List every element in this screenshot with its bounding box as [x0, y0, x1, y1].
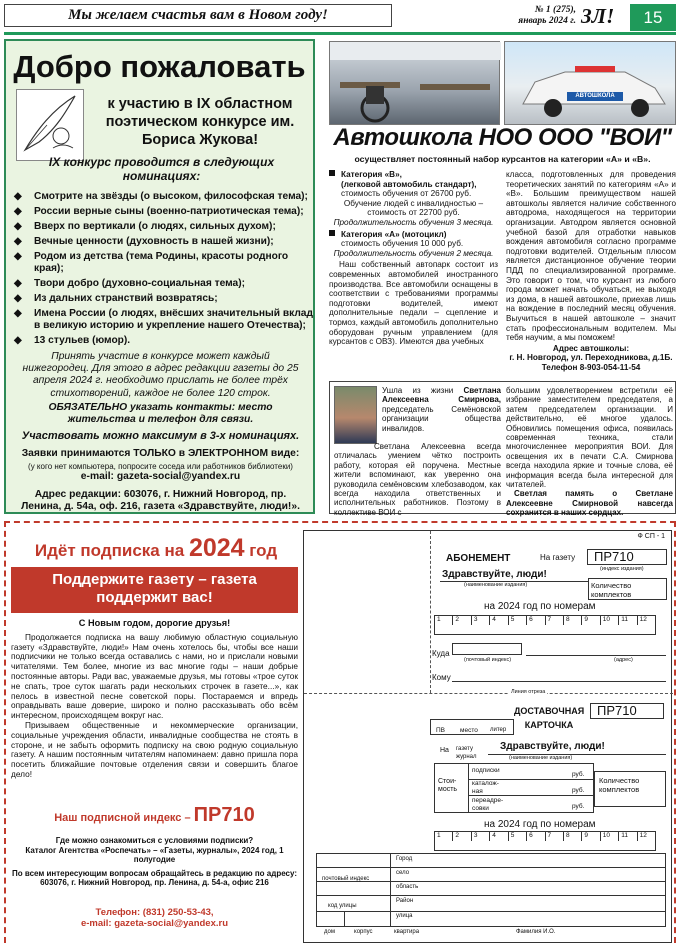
subscription-year: 2024 — [188, 534, 245, 562]
school-column-1 — [329, 170, 498, 347]
info-address: 603076, г. Нижний Новгород, пр. Ленина, д. 54-а, офис 216 — [40, 878, 269, 888]
classroom-photo — [329, 41, 500, 125]
month-cell: 12 — [639, 832, 647, 839]
school-car-photo — [504, 41, 676, 125]
cost-label: Стои- мость — [438, 778, 458, 793]
school-phone: Телефон 8-903-054-11-54 — [541, 362, 641, 372]
obituary-text: Светлана Алексеевна всегда отличалась умением чётко построить работу, которая ей поручена. Местные жители вспоминают, как уверенно она руководила семёновским хлебозаводом, как всегда находила ответственных и исполнительных работников. Поэтому в коллективе ВОИ с — [334, 442, 501, 517]
contest-title: Добро пожаловать — [13, 49, 306, 84]
months-grid-1[interactable] — [434, 615, 656, 635]
bullet-square-icon — [329, 230, 335, 236]
school-column-2 — [506, 170, 676, 372]
month-cell: 4 — [490, 616, 508, 625]
contest-invite: Принять участие в конкурсе может каждый нижегородец. Для этого в адрес редакции газеты до 25 апреля 2024 г. необходимо прислать не более трёх стихотворений, каждое не более 120 строк. — [22, 351, 299, 399]
paper-name: Здравствуйте, люди! — [442, 569, 547, 580]
rub-label: руб. — [572, 771, 585, 778]
month-cell: 3 — [472, 616, 490, 625]
month-cell: 6 — [527, 832, 545, 841]
month-cell: 9 — [582, 832, 600, 841]
subscription-heading-text: Идёт подписка на — [34, 541, 185, 560]
month-cell: 1 — [435, 616, 453, 625]
index-note: (индекс издания) — [600, 566, 644, 572]
contest-subtitle: к участию в IX областном поэтическом конкурсе им. Бориса Жукова! — [105, 96, 295, 148]
obituary-text-2: большим удовлетворением встретили её избрание заместителем председателя, а затем председателем организации. И действительно, её многое удалось. Обновились помещения офиса, появилась современная техника, стали многочисленнее мероприятия ВОИ. Для освещения их в печати С.А. Смирнова всегда находила яркие и точные слова, её информация всегда была интересной для читателей. — [506, 386, 673, 490]
subscription-index — [11, 804, 298, 827]
bullet-square-icon — [329, 170, 335, 176]
obituary-memory: Светлая память о Светлане Алексеевне Смирновой навсегда сохранится в наших сердцах. — [506, 489, 673, 518]
address-note: (адрес) — [614, 657, 633, 663]
catA-heading: Категория «А» (мотоцикл) — [341, 229, 447, 239]
pv-label: ПВ — [436, 727, 446, 734]
na-gazetu-label: На газету — [540, 553, 576, 562]
korpus-label: корпус — [354, 929, 373, 935]
month-cell: 8 — [564, 616, 582, 625]
list-item: ◆ Вечные ценности (духовность в нашей жизни); — [14, 236, 314, 248]
support-banner: Поддержите газету – газета поддержит вас! — [11, 567, 298, 613]
obituary-column-1 — [334, 386, 501, 517]
list-item: ◆ Из дальних странствий возвратясь; — [14, 293, 314, 305]
quantity-field[interactable]: Количество комплектов — [588, 578, 667, 600]
subscription-info — [11, 836, 298, 888]
catB-disabled-cost: Обучение людей с инвалидностью – стоимость от 22700 руб. — [343, 198, 484, 218]
month-cell: 7 — [546, 832, 564, 841]
quill-illustration — [16, 89, 84, 161]
postal-index-field[interactable] — [452, 643, 522, 655]
month-cell: 6 — [527, 616, 545, 625]
year-line: на 2024 год по номерам — [484, 601, 596, 612]
info-catalog: Каталог Агентства «Роспечать» – «Газеты, журналы», 2024 год, 1 полугодие — [25, 845, 284, 865]
obituary-intro: Ушла из жизни — [382, 386, 464, 395]
form-code: Ф СП - 1 — [637, 533, 665, 540]
subscription-heading — [14, 534, 298, 563]
month-cell: 10 — [601, 616, 619, 625]
delivery-card-title: ДОСТАВОЧНАЯ КАРТОЧКА — [514, 706, 585, 730]
house-label: дом — [324, 929, 335, 935]
month-cell: 5 — [509, 616, 527, 625]
issue-number: № 1 (275), — [534, 5, 576, 15]
list-item: ◆ 13 стульев (юмор). — [14, 335, 314, 347]
cut-line-label: Линия отреза — [511, 689, 546, 695]
month-cell: 4 — [490, 832, 508, 841]
list-item: ◆ Вверх по вертикали (о людях, сильных духом); — [14, 221, 314, 233]
list-item: ◆ России верные сыны (военно-патриотическая тема); — [14, 206, 314, 218]
header-divider — [4, 32, 676, 35]
month-cell: 9 — [582, 616, 600, 625]
obituary-position: председатель Семёновской организации общества инвалидов. — [382, 404, 501, 433]
school-paragraph-1: Наш собственный автопарк состоит из современных автомобилей иностранного производства. Все автомобили оснащены в соответствии с требованиями программы подготовки водителей, имеют дополнительные педали – сцепление и тормоз, каждый автомобиль дополнительно оборудован ручным управлением (для курсантов с ОВЗ). Имеются два учебных — [329, 260, 498, 347]
month-cell: 10 — [601, 832, 619, 841]
page-header — [4, 4, 676, 29]
contest-max-note: Участвовать можно максимум в 3-х номинациях. — [21, 430, 300, 442]
kuda-label: Куда — [432, 649, 450, 658]
street-label: улица — [396, 913, 413, 919]
contest-address: Адрес редакции: 603076, г. Нижний Новгород, пр. Ленина, д. 54а, оф. 216, газета «Здравствуйте, люди!». — [21, 489, 300, 513]
na-label: На — [440, 747, 449, 754]
subscription-contacts — [11, 907, 298, 929]
nominations-heading: IX конкурс проводится в следующих номинациях: — [48, 155, 275, 183]
list-item: ◆ Смотрите на звёзды (о высоком, философская тема); — [14, 191, 314, 203]
contest-accept: Заявки принимаются ТОЛЬКО в ЭЛЕКТРОННОМ виде: — [21, 448, 300, 459]
obituary-column-2 — [506, 386, 673, 518]
subscription-paragraph-1: Продолжается подписка на вашу любимую областную социальную газету «Здравствуйте, люди!» Нам очень хотелось бы, чтобы все наши подписчики не только всегда оставались с нами, но и прислали новыми читателями. Тем более, многие из вас многие годы – наши добрые постоянные авторы. Ради вас, уважаемые друзья, мы готовы «трое суток не спать, трое суток шагать ради нескольких строчек в газете...», как пелось в известной песне советской поры. Постараемся и впредь оправдывать ваше доверие, широко и полно рассказывать обо всём интересном, происходящем вокруг нас. — [11, 631, 298, 721]
catA-duration: Продолжительность обучения 2 месяца. — [333, 248, 494, 258]
page-number: 15 — [630, 4, 676, 31]
list-item: ◆ Имена России (о людях, внёсших значительный вклад в великую историю и укрепление нашего Отечества); — [14, 308, 314, 333]
komu-label: Кому — [432, 673, 451, 682]
liter-label: литер — [490, 727, 507, 733]
postal-note: (почтовый индекс) — [464, 657, 512, 663]
catB-cost: стоимость обучения от 26700 руб. — [341, 189, 472, 199]
card-year-line: на 2024 год по номерам — [484, 819, 596, 830]
month-cell: 3 — [472, 832, 490, 841]
catB-heading: Категория «В», — [341, 170, 402, 179]
street-code-label: код улицы — [328, 903, 357, 909]
subscription-phone[interactable]: Телефон: (831) 250-53-43, — [95, 907, 214, 918]
flat-label: квартира — [394, 929, 420, 935]
catalog-label: каталож- ная — [472, 780, 499, 795]
rub-label: руб. — [572, 787, 585, 794]
subscription-email[interactable]: e-mail: gazeta-social@yandex.ru — [80, 918, 229, 929]
issue-date: январь 2024 г. — [518, 15, 576, 26]
subscription-paragraph-2: Призываем общественные и некоммерческие организации, социальные учреждения области, инвалидные сообщества не стоять в стороне, и не забыть оформить подписку на свою родную социальную газету. А нашим постоянным читателям напоминаем: давно пришла пора посетить ближайшие почтовые отделения связи и совершить благое дело! — [11, 719, 298, 779]
school-title: Автошкола НОО ООО "ВОИ" — [333, 124, 672, 151]
list-item: ◆ Родом из детства (тема Родины, красоты родного края); — [14, 251, 314, 276]
abonement-title: АБОНЕМЕНТ — [446, 553, 511, 564]
month-cell: 11 — [619, 616, 637, 625]
contest-box — [4, 39, 315, 514]
subscription-form — [303, 530, 672, 943]
newspaper-logo: ЗЛ! — [581, 4, 615, 28]
address-table[interactable] — [316, 853, 666, 927]
month-cell: 8 — [564, 832, 582, 841]
contest-contacts-note: ОБЯЗАТЕЛЬНО указать контакты: место жительства и телефон для связи. — [48, 402, 273, 426]
mesto-label: место — [460, 727, 478, 734]
catB-subheading: (легковой автомобиль стандарт), — [341, 179, 477, 189]
school-paragraph-2: класса, подготовленных для проведения теоретических занятий по категориям «А» и «В». Большим преимуществом нашей автошколы является наличие собственного автодрома, находящегося на территории организации. Автодром является основной учебной базой для отработки навыков вождения автомобиля согласно программе подготовки водителей. Отдельным плюсом является дистанционное обучение теории ПДД по специализированной программе. Это говорит о том, что курсант из любого города может начать обучаться, не выходя из дома, в нашей автошколе, приехав лишь на вождение в последний месяц обучения. Выучиться в нашей автошколе – значит стать профессиональным водителем. Мы тебя научим, а мы поможем! — [506, 170, 676, 343]
list-item: ◆ Твори добро (духовно-социальная тема); — [14, 278, 314, 290]
month-cell: 1 — [435, 832, 453, 841]
region-label: область — [396, 884, 419, 890]
subscr-label: подписки — [472, 767, 500, 774]
gazetu-label: газету журнал — [456, 746, 477, 760]
months-grid-2[interactable] — [434, 831, 656, 851]
school-subtitle: осуществляет постоянный набор курсантов на категории «А» и «В». — [354, 154, 651, 164]
catA-cost: стоимость обучения 10 000 руб. — [341, 239, 464, 249]
contest-email[interactable]: e-mail: gazeta-social@yandex.ru — [80, 471, 241, 482]
month-cell: 11 — [619, 832, 637, 841]
card-paper-name: Здравствуйте, люди! — [500, 741, 605, 752]
obituary-box — [329, 381, 676, 518]
header-slogan: Мы желаем счастья вам в Новом году! — [4, 4, 392, 27]
obituary-name: Светлана Алексеевна Смирнова, — [382, 386, 501, 405]
card-index-field[interactable]: ПР710 — [590, 703, 664, 719]
greeting: С Новым годом, дорогие друзья! — [78, 618, 231, 628]
fio-label: Фамилия И.О. — [516, 929, 556, 935]
index-label: Наш подписной индекс – — [54, 812, 191, 824]
info-where: Где можно ознакомиться с условиями подписки? — [55, 836, 254, 845]
subscription-text — [11, 619, 298, 780]
month-cell: 2 — [453, 832, 471, 841]
school-address: г. Н. Новгород, ул. Переходникова, д.1Б. — [509, 353, 673, 363]
paper-note: (наименование издания) — [464, 582, 528, 588]
village-label: село — [396, 870, 410, 876]
index-value: ПР710 — [193, 804, 255, 826]
month-cell: 7 — [546, 616, 564, 625]
info-questions: По всем интересующим вопросам обращайтесь в редакцию по адресу: — [11, 868, 298, 878]
month-cell: 2 — [453, 616, 471, 625]
readdr-label: переадре- совки — [472, 797, 504, 812]
nominations-list — [14, 191, 314, 350]
month-cell: 5 — [509, 832, 527, 841]
school-address-heading: Адрес автошколы: — [552, 343, 630, 353]
subscription-heading-end: год — [249, 541, 278, 560]
card-quantity-field[interactable]: Количество комплектов — [594, 771, 666, 807]
car-label: АВТОШКОЛА — [575, 93, 615, 99]
card-paper-note: (наименование издания) — [509, 755, 573, 761]
index-field[interactable]: ПР710 — [587, 549, 667, 565]
district-label: Район — [396, 898, 414, 904]
rub-label: руб. — [572, 803, 585, 810]
city-label: Город — [396, 856, 413, 862]
month-cell: 12 — [639, 616, 647, 623]
post-index-label: почтовый индекс — [322, 876, 370, 882]
catB-duration: Продолжительность обучения 3 месяца. — [333, 217, 494, 227]
issue-info — [428, 5, 576, 26]
contest-accept-note: (у кого нет компьютера, попросите соседа или работников библиотеки) — [28, 462, 293, 471]
